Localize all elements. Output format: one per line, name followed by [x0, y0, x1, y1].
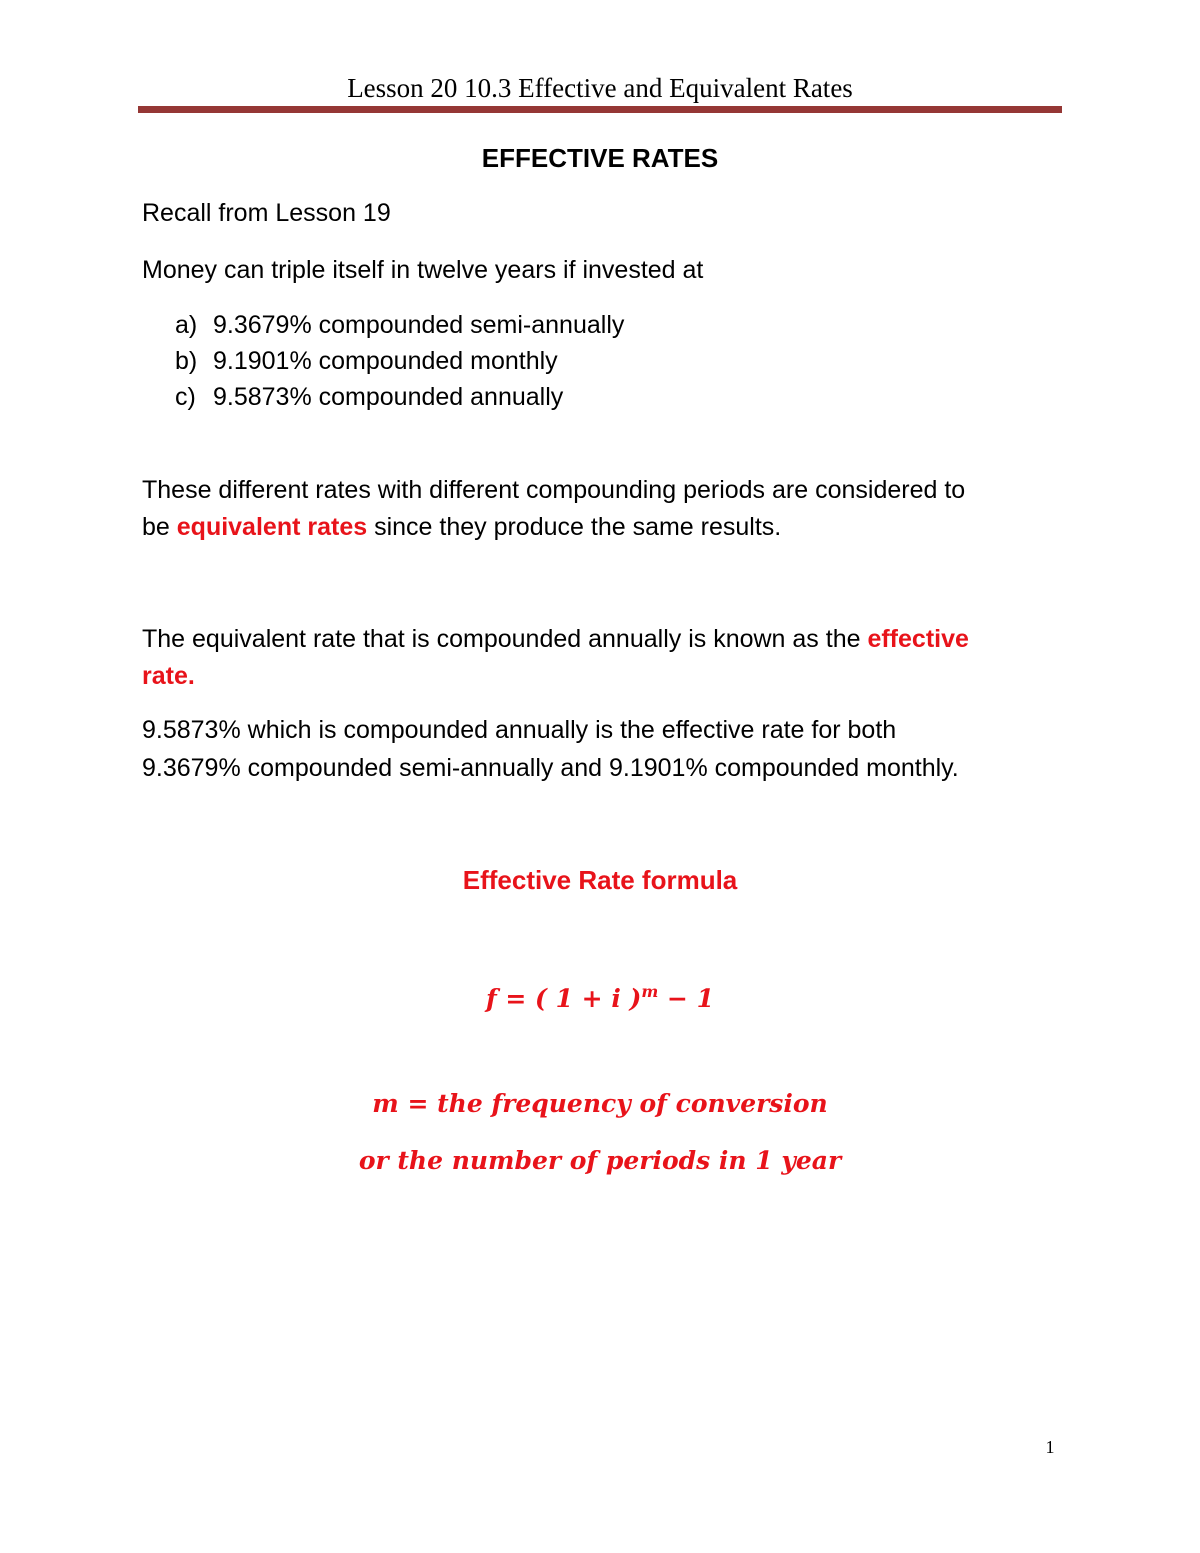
list-marker: b) — [175, 347, 198, 375]
list-item — [175, 346, 558, 376]
list-item-text: 9.3679% compounded semi-annually — [213, 311, 625, 339]
list-marker: c) — [175, 383, 196, 411]
effective-paragraph-line2 — [142, 661, 195, 691]
formula-title: Effective Rate formula — [462, 865, 738, 895]
list-marker: a) — [175, 311, 198, 339]
effective-example-line2: 9.3679% compounded semi-annually and 9.1901% compounded monthly. — [142, 754, 959, 782]
list-item-text: 9.5873% compounded annually — [213, 383, 564, 411]
list-item-text: 9.1901% compounded monthly — [213, 347, 558, 375]
page-number: 1 — [1045, 1437, 1055, 1457]
equivalent-paragraph-line1: These different rates with different compounding periods are considered to — [142, 476, 966, 504]
definition-line1: m = the frequency of conversion — [372, 1089, 828, 1118]
effective-rate-formula — [0, 977, 1200, 1014]
formula-rhs: − 1 — [658, 984, 715, 1013]
definition-line2: or the number of periods in 1 year — [358, 1146, 842, 1175]
header-rule — [138, 106, 1062, 113]
page-header: Lesson 20 10.3 Effective and Equivalent Rates — [347, 73, 853, 103]
equivalent-line2-pre: be — [142, 513, 177, 541]
formula-lhs: f = ( 1 + i ) — [485, 984, 642, 1013]
recall-text: Recall from Lesson 19 — [142, 199, 391, 227]
intro-text: Money can triple itself in twelve years if invested at — [142, 256, 704, 284]
formula-exponent: m — [641, 982, 659, 1001]
section-title: EFFECTIVE RATES — [481, 143, 719, 173]
effective-paragraph-line1 — [142, 624, 969, 654]
effective-line1-pre: The equivalent rate that is compounded annually is known as the — [142, 625, 868, 653]
equivalent-line2-post: since they produce the same results. — [367, 513, 782, 541]
list-item — [175, 310, 624, 340]
effective-example-line1: 9.5873% which is compounded annually is the effective rate for both — [142, 716, 897, 744]
list-item — [175, 382, 563, 412]
equivalent-rates-term: equivalent rates — [176, 513, 368, 541]
equivalent-paragraph-line2 — [142, 512, 781, 542]
effective-term: effective — [867, 625, 969, 653]
rate-term: rate. — [142, 662, 195, 690]
